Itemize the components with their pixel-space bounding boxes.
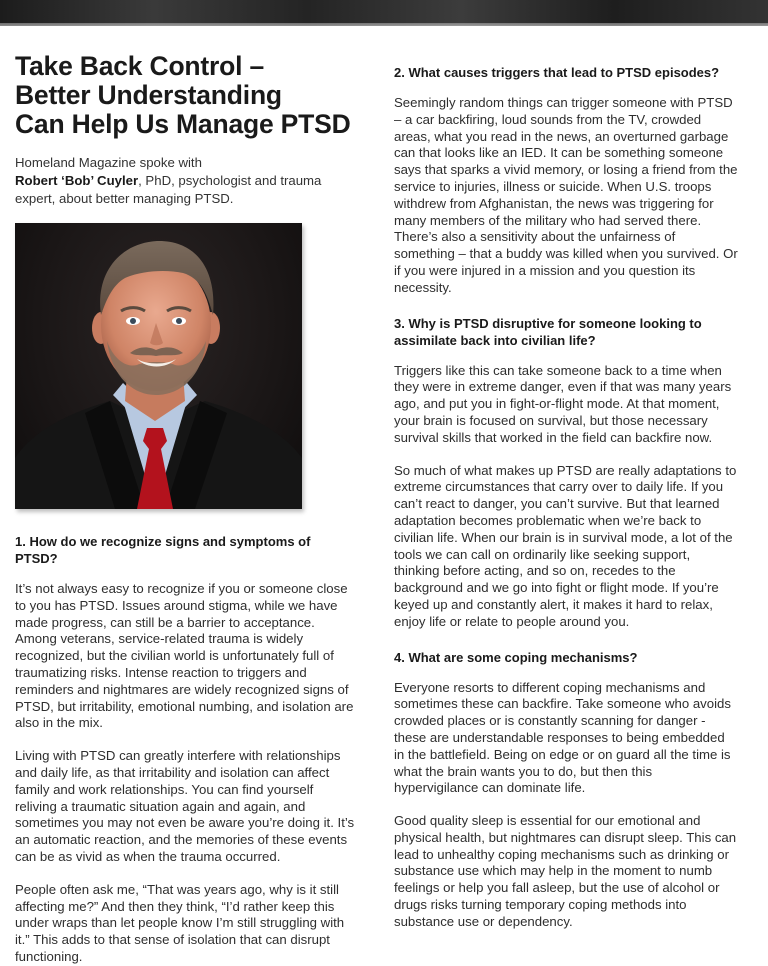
- left-column: [15, 52, 355, 966]
- section-q3: [394, 315, 738, 631]
- portrait-illustration: [15, 223, 302, 509]
- answer-paragraph: Everyone resorts to different coping mechanisms and sometimes these can backfire. Take someone who avoids crowded places or is constantly scanning for danger - these are understandable responses to being embedded in the battlefield. Being on edge or on guard all the time is what the brain wants you to do, but then this hypervigilance can dominate life.: [394, 679, 731, 796]
- interviewee-name: Robert ‘Bob’ Cuyler: [15, 173, 139, 188]
- question-heading: 4. What are some coping mechanisms?: [394, 649, 638, 665]
- answer-paragraph: Living with PTSD can greatly interfere with relationships and daily life, as that irritability and isolation can affect family and work relationships. You can find yourself reliving a traumatic situation again and again, and sometimes you may not even be aware you’re doing it. It’s an automatic reaction, and the memories of these events can be as vivid as when the trauma occurred.: [15, 748, 355, 864]
- intro-prefix: Homeland Magazine spoke with: [15, 155, 202, 170]
- section-q1: [15, 533, 355, 966]
- answer-paragraph: People often ask me, “That was years ago, why is it still affecting me?” And then they think, “I’d rather keep this under wraps than let people know I’m still struggling with it.” This adds to that sense of isolation that can disrupt functioning.: [15, 881, 345, 964]
- portrait-photo: [15, 223, 302, 509]
- title-line: Take Back Control –: [15, 51, 265, 81]
- top-banner: [0, 0, 768, 26]
- article-intro: [15, 154, 355, 208]
- answer-paragraph: So much of what makes up PTSD are really adaptations to extreme circumstances that carry over to daily life. If you can’t react to danger, you can’t survive. But that learned adaptation becomes problematic when we’re back to civilian life. When our brain is in survival mode, a lot of the tools we can call on ordinarily like seeking support, thinking before acting, and so on, recedes to the background and we go into fight or flight mode. If you’re keyed up and constantly alert, it makes it hard to relax, enjoy life or relate to people around you.: [394, 462, 737, 629]
- article-title: [15, 52, 355, 139]
- answer-paragraph: Good quality sleep is essential for our emotional and physical health, but nightmares can disrupt sleep. This can lead to unhealthy coping mechanisms such as drinking or substance use which may help in the moment to numb feelings or help you fall asleep, but the use of alcohol or drugs risks turning temporary coping methods into substance use or dependency.: [394, 813, 737, 929]
- intro-suffix: , PhD, psychologist and trauma expert, about better managing PTSD.: [15, 173, 322, 206]
- section-q2: [394, 64, 738, 297]
- question-heading: 1. How do we recognize signs and symptoms of PTSD?: [15, 534, 311, 566]
- question-heading: 2. What causes triggers that lead to PTSD episodes?: [394, 65, 720, 80]
- answer-paragraph: Seemingly random things can trigger someone with PTSD – a car backfiring, loud sounds from the TV, crowded areas, what you read in the news, an overturned garbage can that looks like an IED. It can be something someone says that sparks a vivid memory, or losing a friend from the service to injuries, illness or suicide. When U.S. troops withdrew from Afghanistan, the news was triggering for many members of the military who had served there. There’s also a sensitivity about the unfairness of something – that a buddy was killed when you survived. Or if you were injured in a mission and you question its necessity.: [394, 95, 738, 295]
- section-q4: [394, 649, 738, 931]
- title-line: Better Understanding: [15, 80, 282, 110]
- answer-paragraph: It’s not always easy to recognize if you or someone close to you has PTSD. Issues around stigma, while we have made progress, can still be a barrier to acceptance. Among veterans, service-related trauma is widely recognized, but the civilian world is unfortunately full of traumatizing risks. Intense reaction to triggers and reminders and nightmares are widely recognized signs of PTSD, but irritability, emotional numbing, and isolation are also in the mix.: [15, 581, 354, 731]
- question-heading: 3. Why is PTSD disruptive for someone looking to assimilate back into civilian life?: [394, 315, 702, 348]
- title-line: Can Help Us Manage PTSD: [15, 109, 351, 139]
- right-column: [394, 64, 738, 931]
- answer-paragraph: Triggers like this can take someone back to a time when they were in extreme danger, even if that was many years ago, and put you in fight-or-flight mode. At that moment, your brain is focused on survival, but those necessary survival skills that worked in the field can backfire now.: [394, 362, 732, 445]
